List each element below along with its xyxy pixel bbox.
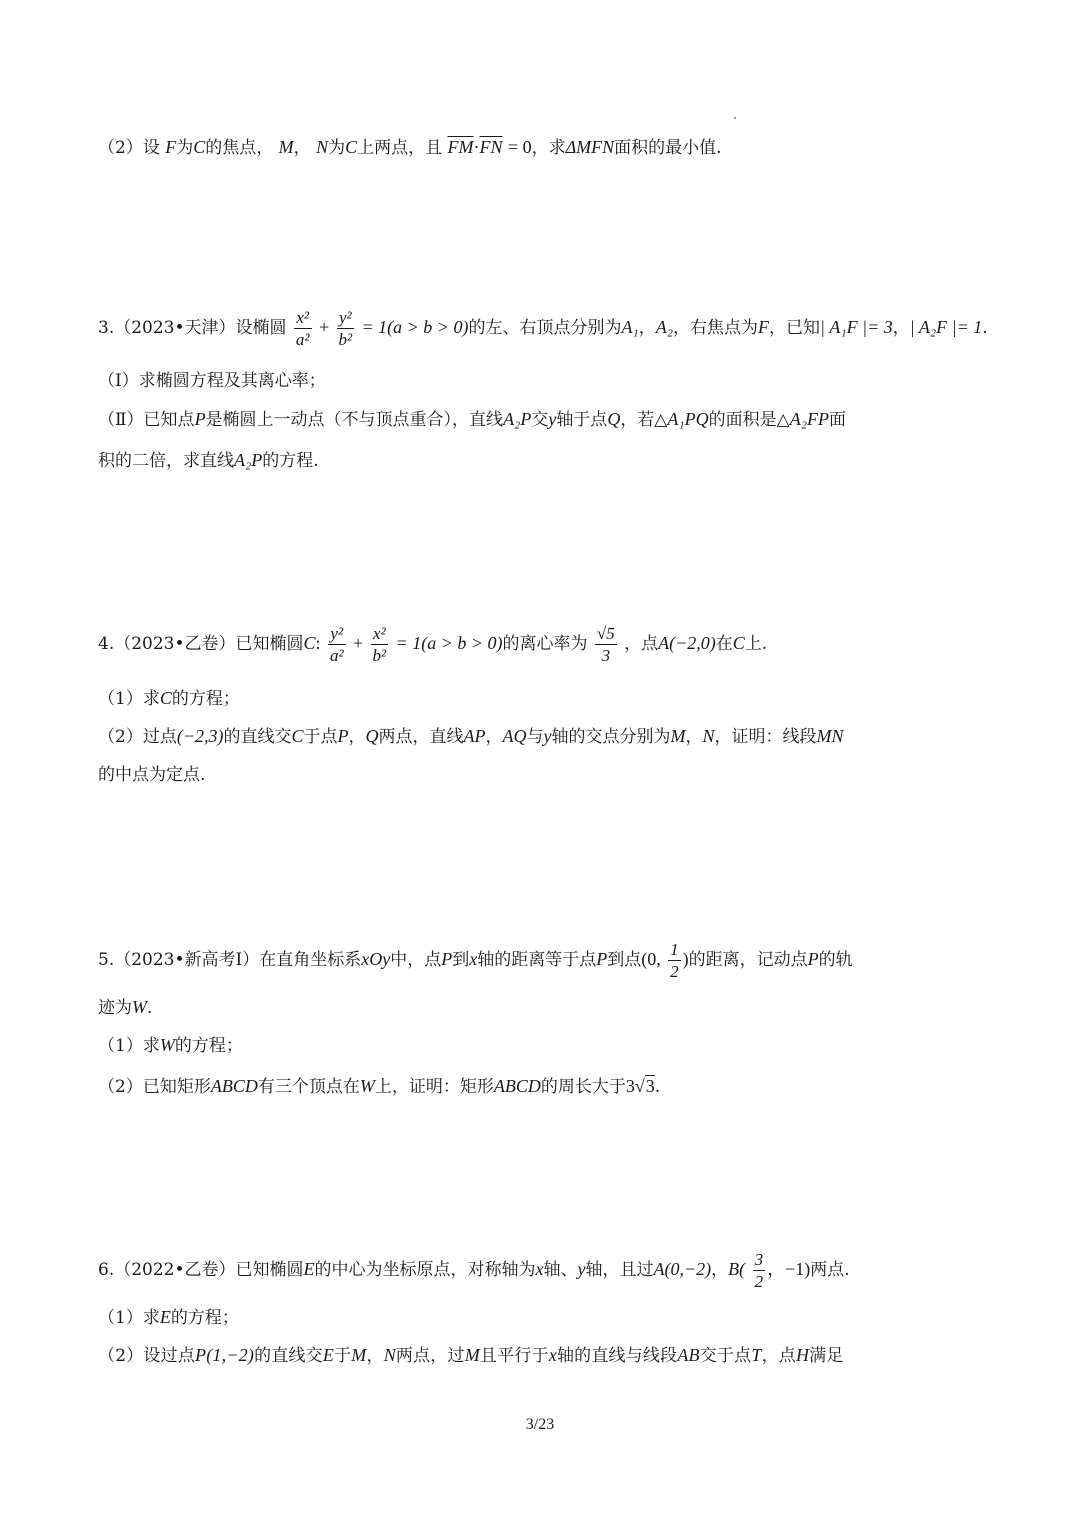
q6-stem: 6.（2022•乙卷）已知椭圆E的中心为坐标原点，对称轴为x轴、y轴，且过A(0,−2)，B( $\frac{3}{2}$ ，−1)两点. bbox=[98, 1250, 850, 1291]
q6-part1: （1）求E的方程； bbox=[98, 1307, 239, 1328]
q2-part2: （2）设 F为C的焦点， M， N为C上两点，且 $\overline{FM}\cdot\overline{FN} = 0$，求ΔMFN面积的最小值. bbox=[98, 137, 722, 158]
q3-stem: 3.（2023•天津）设椭圆 $\frac{\text{x²}}{\text{a²}}$ + $\frac{\text{y²}}{\text{b²}}$ = 1(a > b > 0)的左、右顶点分别为A₁，A₂，右焦点为F，已知| A₁F |= 3，| A₂F |= 1. bbox=[98, 308, 988, 349]
q4-part2: （2）过点(−2,3)的直线交C于点P，Q两点，直线AP，AQ与y轴的交点分别为M，N，证明：线段MN bbox=[98, 726, 844, 747]
q5-part2: （2）已知矩形ABCD有三个顶点在W上，证明：矩形ABCD的周长大于3√3. bbox=[98, 1076, 661, 1097]
q4-part2-cont: 的中点为定点. bbox=[98, 765, 206, 785]
fraction-x2-a2: $\frac{\text{x²}}{\text{a²}}$ bbox=[295, 308, 310, 349]
fraction-x2-b2: $\frac{\text{x²}}{\text{b²}}$ bbox=[372, 624, 387, 665]
q3-part2-cont: 积的二倍，求直线A₂P的方程. bbox=[98, 450, 319, 471]
fraction-sqrt5-3: $\frac{√5}{3}$ bbox=[596, 624, 615, 665]
scan-speck bbox=[734, 117, 736, 119]
fraction-3-2: $\frac{3}{2}$ bbox=[754, 1250, 764, 1291]
q5-stem-cont: 迹为W. bbox=[98, 997, 153, 1018]
fraction-1-2: $\frac{1}{2}$ bbox=[670, 940, 679, 981]
q6-part2: （2）设过点P(1,−2)的直线交E于M，N两点，过M且平行于x轴的直线与线段AB交于点T，点H满足 bbox=[98, 1345, 844, 1366]
q4-stem: 4.（2023•乙卷）已知椭圆C: $\frac{\text{y²}}{\text{a²}}$ + $\frac{\text{x²}}{\text{b²}}$ = 1(a > b > 0)的离心率为 $\frac{√5}{3}$ ，点A(−2,0)在C上. bbox=[98, 624, 768, 665]
q5-stem: 5.（2023•新高考Ⅰ）在直角坐标系xOy中，点P到x轴的距离等于点P到点(0, $\frac{1}{2}$ )的距离，记动点P的轨 bbox=[98, 940, 853, 981]
fraction-y2-b2: $\frac{\text{y²}}{\text{b²}}$ bbox=[338, 308, 353, 349]
fraction-y2-a2: $\frac{\text{y²}}{\text{a²}}$ bbox=[329, 624, 344, 665]
q3-part1: （Ⅰ）求椭圆方程及其离心率； bbox=[98, 371, 326, 391]
page-number: 3/23 bbox=[525, 1416, 555, 1433]
q4-part1: （1）求C的方程； bbox=[98, 688, 240, 709]
q3-part2: （Ⅱ）已知点P是椭圆上一动点（不与顶点重合），直线A₂P交y轴于点Q，若△A₁PQ的面积是△A₂FP面 bbox=[98, 409, 846, 430]
q5-part1: （1）求W的方程； bbox=[98, 1035, 243, 1056]
